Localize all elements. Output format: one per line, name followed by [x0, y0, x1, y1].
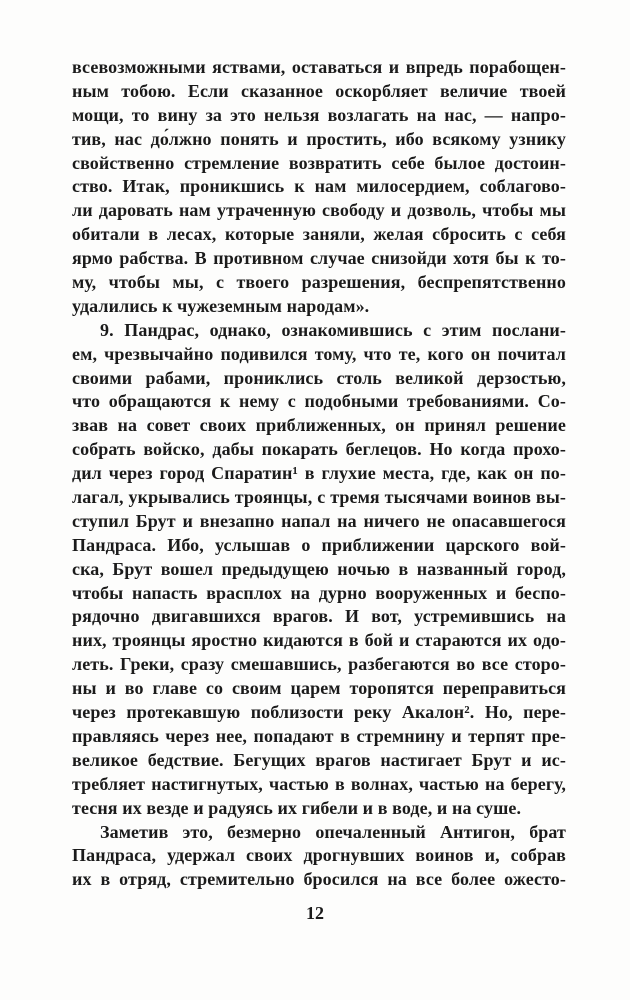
text-line: тив, нас до́лжно понять и простить, ибо всякому узнику [72, 128, 566, 149]
text-line: собрать войско, дабы покарать беглецов. Но когда прохо- [72, 439, 566, 460]
text-line: дил через город Спаратин¹ в глухие места, где, как он по- [72, 463, 566, 484]
text-line: всевозможными яствами, оставаться и впредь порабощен- [72, 57, 566, 77]
text-line: через протекавшую поблизости реку Акалон². Но, пере- [72, 702, 566, 723]
text-line: ступил Брут и внезапно напал на ничего не опасавшегося [72, 510, 566, 531]
text-line: лагал, укрывались троянцы, с тремя тысячами воинов вы- [72, 487, 566, 508]
text-line: ство. Итак, проникшись к нам милосердием, соблагово- [72, 176, 566, 197]
text-line: ны и во главе со своим царем торопятся переправиться [72, 678, 566, 699]
text-line: ем, чрезвычайно подивился тому, что те, кого он почитал [72, 343, 566, 364]
text-line: обитали в лесах, которые заняли, желая сбросить с себя [72, 224, 566, 245]
text-line: леть. Греки, сразу смешавшись, разбегаются во все сторо- [72, 654, 566, 675]
paragraph [72, 821, 566, 893]
text-line: 9. Пандрас, однако, ознакомившись с этим послани- [100, 319, 566, 340]
text-line: Заметив это, безмерно опечаленный Антигон, брат [100, 821, 566, 842]
text-line: ска, Брут вошел предыдущею ночью в названный город, [72, 558, 566, 579]
text-line: ным тобою. Если сказанное оскорбляет величие твоей [72, 80, 566, 101]
text-line: свойственно стремление возвратить себе былое достоин- [72, 152, 566, 173]
text-line: мощи, то вину за это нельзя возлагать на нас, — напро- [72, 104, 566, 125]
paragraph [72, 319, 566, 821]
text-line: му, чтобы мы, с твоего разрешения, беспрепятственно [72, 272, 566, 293]
text-line: Пандраса, удержал своих дрогнувших воинов и, собрав [72, 845, 566, 866]
text-line: чтобы напасть врасплох на дурно вооруженных и беспо- [72, 582, 566, 603]
text-line: ярмо рабства. В противном случае снизойди хотя бы к то- [72, 248, 566, 269]
text-line: Пандраса. Ибо, услышав о приближении царского вой- [72, 534, 566, 555]
text-line: тесня их везде и радуясь их гибели и в воде, и на суше. [72, 797, 522, 818]
text-line: требляет настигнутых, частью в волнах, частью на берегу, [72, 773, 566, 794]
text-line: удалились к чужеземным народам». [72, 295, 370, 316]
page-text [72, 56, 566, 892]
paragraph [72, 56, 566, 319]
text-line: великое бедствие. Бегущих врагов настигает Брут и ис- [72, 749, 566, 770]
text-line: них, троянцы яростно кидаются в бой и стараются их одо- [72, 630, 566, 651]
text-line: что обращаются к нему с подобными требованиями. Со- [72, 391, 566, 412]
text-line: их в отряд, стремительно бросился на все более ожесто- [72, 869, 566, 890]
text-line: своими рабами, прониклись столь великой дерзостью, [72, 367, 566, 388]
page-number: 12 [306, 903, 324, 923]
text-line: правляясь через нее, попадают в стремнину и терпят пре- [72, 725, 566, 746]
text-line: ли даровать нам утраченную свободу и дозволь, чтобы мы [72, 200, 566, 221]
text-line: звав на совет своих приближенных, он принял решение [72, 415, 566, 436]
text-line: рядочно двигавшихся врагов. И вот, устремившись на [72, 606, 566, 627]
